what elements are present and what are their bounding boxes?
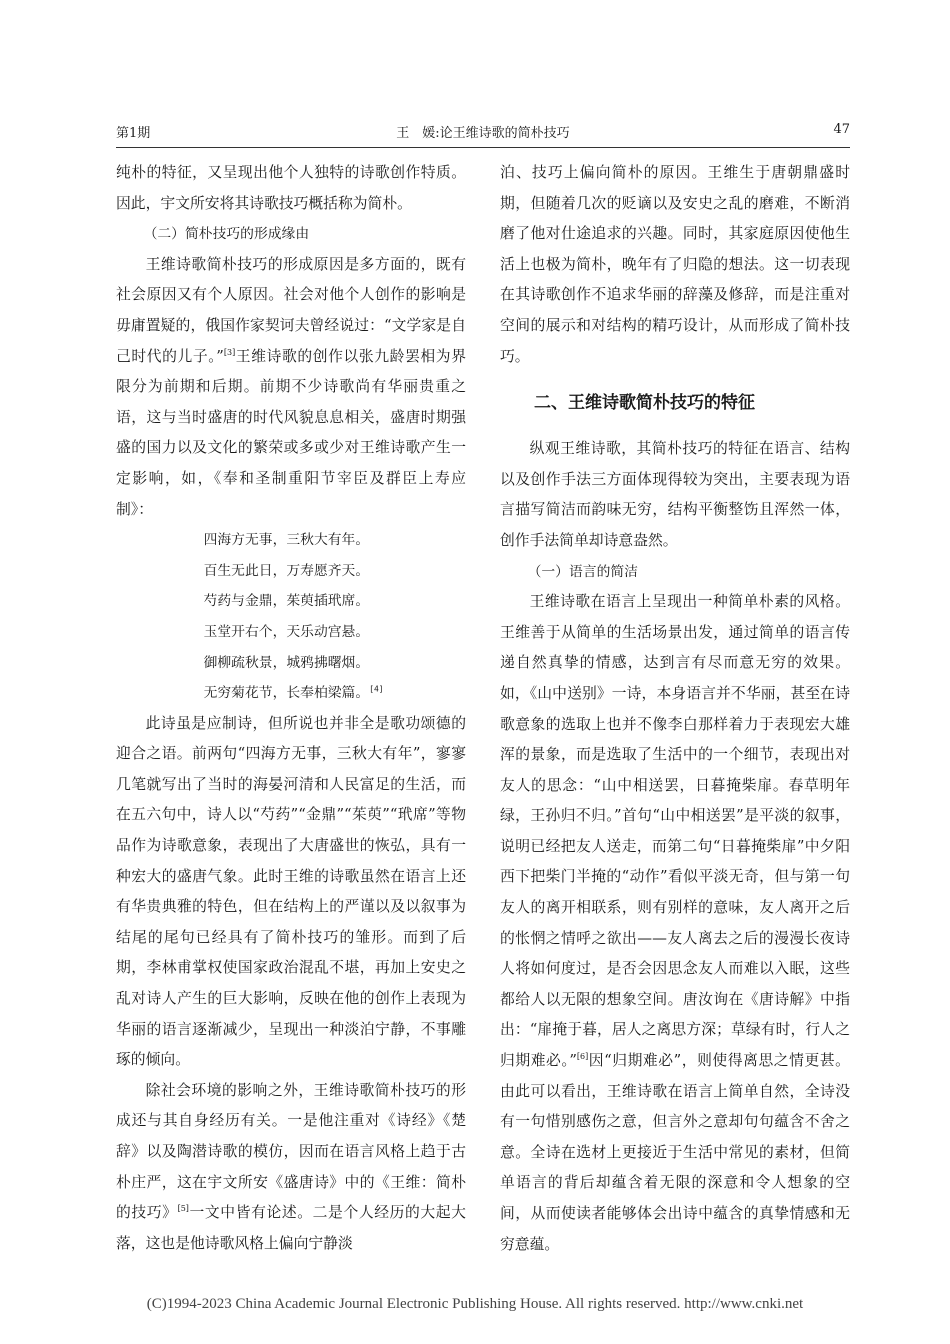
paragraph xyxy=(116,1076,466,1260)
paragraph: 此诗虽是应制诗，但所说也并非全是歌功颂德的迎合之语。前两句“四海方无事，三秋大有年”，寥寥几笔就写出了当时的海晏河清和人民富足的生活，而在五六句中，诗人以“芍药”“金鼎”“茱萸”“玳席”等物品作为诗歌意象，表现出了大唐盛世的恢弘，具有一种宏大的盛唐气象。此时王维的诗歌虽然在语言上还有华贵典雅的特色，但在结构上的严谨以及以叙事为结尾的尾句已经具有了简朴技巧的雏形。而到了后期，李林甫掌权使国家政治混乱不堪，再加上安史之乱对诗人产生的巨大影响，反映在他的创作上表现为华丽的语言逐渐减少，呈现出一种淡泊宁静，不事雕琢的倾向。 xyxy=(116,714,466,1069)
left-column xyxy=(116,158,466,1259)
poem-line: 四海方无事，三秋大有年。 xyxy=(203,532,370,549)
citation-ref: [5] xyxy=(177,1204,189,1214)
paragraph: 纯朴的特征，又呈现出他个人独特的诗歌创作特质。因此，宇文所安将其诗歌技巧概括称为简朴。 xyxy=(116,164,466,212)
citation-ref: [6] xyxy=(576,1052,589,1062)
subsection-heading: （一）语言的简洁 xyxy=(527,563,638,580)
paragraph-text: 除社会环境的影响之外，王维诗歌简朴技巧的形成还与其自身经历有关。一是他注重对《诗经》《楚辞》以及陶潜诗歌的模仿，因而在语言风格上趋于古朴庄严，这在宇文所安《盛唐诗》中的《王维：简朴的技巧》 xyxy=(116,1081,466,1222)
poem-line xyxy=(116,678,466,709)
poem-line: 百生无此日，万寿愿齐天。 xyxy=(203,562,370,579)
section-heading: 二、王维诗歌简朴技巧的特征 xyxy=(534,393,755,414)
poem-line: 芍药与金鼎，茱萸插玳席。 xyxy=(203,593,370,610)
header-rule xyxy=(116,147,850,148)
poem-block xyxy=(116,525,466,709)
paragraph-text: 一文中皆有论述。二是个人经历的大起大落，这也是他诗歌风格上偏向宁静淡 xyxy=(116,1204,466,1252)
page-number: 47 xyxy=(833,122,850,137)
running-title: 王 媛:论王维诗歌的简朴技巧 xyxy=(396,126,570,141)
issue-number: 第1期 xyxy=(116,126,151,141)
subsection-heading: （二）简朴技巧的形成缘由 xyxy=(143,226,310,243)
citation-ref: [3] xyxy=(223,347,236,357)
paragraph: 纵观王维诗歌，其简朴技巧的特征在语言、结构以及创作手法三方面体现得较为突出，主要表现为语言描写简洁而韵味无穷，结构平衡整饬且浑然一体，创作手法简单却诗意盎然。 xyxy=(500,440,850,549)
paragraph xyxy=(500,587,850,1260)
poem-line: 御柳疏秋景，城鸦拂曙烟。 xyxy=(203,654,370,671)
right-column xyxy=(500,158,850,1260)
running-header xyxy=(116,118,850,144)
paragraph: 泊、技巧上偏向简朴的原因。王维生于唐朝鼎盛时期，但随着几次的贬谪以及安史之乱的磨难，不断消磨了他对仕途追求的兴趣。同时，其家庭原因使他生活上也极为简朴，晚年有了归隐的想法。这一切表现在其诗歌创作不追求华丽的辞藻及修辞，而是注重对空间的展示和对结构的精巧设计，从而形成了简朴技巧。 xyxy=(500,164,850,365)
paragraph-text: 王维诗歌在语言上呈现出一种简单朴素的风格。王维善于从简单的生活场景出发，通过简单的语言传递自然真挚的情感，达到言有尽而意无穷的效果。如，《山中送别》一诗，本身语言并不华丽，甚至在诗歌意象的选取上也并不像李白那样着力于表现宏大雄浑的景象，而是选取了生活中的一个细节，表现出对友人的思念：“山中相送罢，日暮掩柴扉。春草明年绿，王孙归不归。”首句“山中相送罢”是平淡的叙事，说明已经把友人送走，而第二句“日暮掩柴扉”中夕阳西下把柴门半掩的“动作”看似平淡无奇，但与第一句友人的离开相联系，则有别样的意味，友人离开之后的怅惘之情呼之欲出——友人离去之后的漫漫长夜诗人将如何度过，是否会因思念友人而难以入眠，这些都给人以无限的想象空间。唐汝询在《唐诗解》中指出：“扉掩于暮，居人之离思方深；草绿有时，行人之归期难必。” xyxy=(500,593,850,1070)
citation-ref: [4] xyxy=(369,684,384,694)
paragraph-text: 因“归期难必”，则使得离思之情更甚。由此可以看出，王维诗歌在语言上简单自然，全诗没有一句惜别感伤之意，但言外之意却句句蕴含不舍之意。全诗在选材上更接近于生活中常见的素材，但简单语言的背后却蕴含着无限的深意和令人想象的空间，从而使读者能够体会出诗中蕴含的真挚情感和无穷意蕴。 xyxy=(500,1052,850,1253)
poem-line: 玉堂开右个，天乐动宫悬。 xyxy=(203,623,370,640)
poem-line-text: 无穷菊花节，长奉柏梁篇。 xyxy=(203,685,370,702)
paragraph xyxy=(116,250,466,525)
paragraph-text: 王维诗歌简朴技巧的形成原因是多方面的，既有社会原因又有个人原因。社会对他个人创作的影响是毋庸置疑的，俄国作家契诃夫曾经说过：“文学家是自己时代的儿子。” xyxy=(116,255,466,365)
paragraph-text: 王维诗歌的创作以张九龄罢相为界限分为前期和后期。前期不少诗歌尚有华丽贵重之语，这与当时盛唐的时代风貌息息相关，盛唐时期强盛的国力以及文化的繁荣或多或少对王维诗歌产生一定影响，如，《奉和圣制重阳节宰臣及群臣上寿应制》： xyxy=(116,347,466,518)
copyright-footer: (C)1994-2023 China Academic Journal Electronic Publishing House. All rights reserved. http://www.cnki.net xyxy=(146,1296,804,1312)
